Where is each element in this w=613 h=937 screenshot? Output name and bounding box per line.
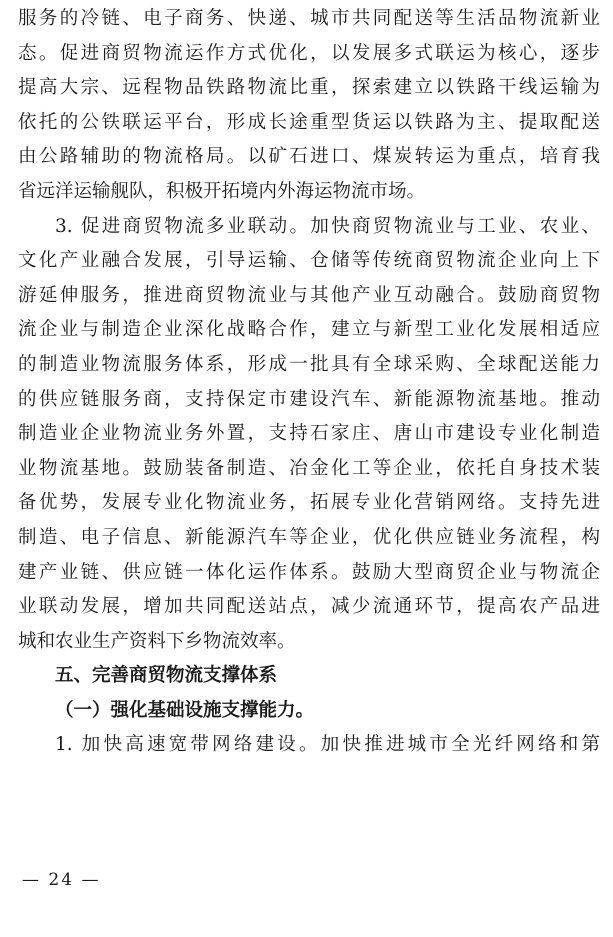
text-line: 建产业链、供应链一体化运作体系。鼓励大型商贸企业与物流企: [18, 561, 600, 583]
text-line: 服务的冷链、电子商务、快递、城市共同配送等生活品物流新业: [18, 8, 600, 29]
text-line: 游延伸服务，推进商贸物流业与其他产业互动融合。鼓励商贸物: [18, 284, 600, 306]
text-line: 提高大宗、远程物品铁路物流比重，探索建立以铁路干线运输为: [18, 77, 600, 99]
paragraph-lines: [18, 2, 600, 763]
text-line: 制造业企业物流业务外置，支持石家庄、唐山市建设专业化制造: [18, 423, 600, 445]
text-line: 备优势，发展专业化物流业务，拓展专业化营销网络。支持先进: [18, 492, 600, 514]
document-body: [18, 2, 600, 763]
text-line: 省远洋运输舰队，积极开拓境内外海运物流市场。: [18, 180, 426, 202]
text-line: 文化产业融合发展，引导运输、仓储等传统商贸物流企业向上下: [18, 250, 600, 272]
text-line: 的供应链服务商，支持保定市建设汽车、新能源物流基地。推动: [18, 388, 600, 410]
text-line: 流企业与制造企业深化战略合作，建立与新型工业化发展相适应: [18, 319, 600, 341]
text-line: 3. 促进商贸物流多业联动。加快商贸物流业与工业、农业、: [55, 215, 600, 237]
text-line: 依托的公铁联运平台，形成长途重型货运以铁路为主、提取配送: [18, 111, 600, 133]
text-line: 城和农业生产资料下乡物流效率。: [18, 630, 296, 652]
text-line: 业物流基地。鼓励装备制造、冶金化工等企业，依托自身技术装: [18, 457, 600, 479]
text-line: 由公路辅助的物流格局。以矿石进口、煤炭转运为重点，培育我: [18, 146, 600, 168]
text-line: 态。促进商贸物流运作方式优化，以发展多式联运为核心，逐步: [18, 42, 600, 64]
text-line: 制造、电子信息、新能源汽车等企业，优化供应链业务流程，构: [18, 526, 600, 548]
page-number: — 24 —: [22, 870, 101, 890]
text-line: 1. 加快高速宽带网络建设。加快推进城市全光纤网络和第: [55, 734, 600, 756]
text-line: 的制造业物流服务体系，形成一批具有全球采购、全球配送能力: [18, 353, 600, 375]
subsection-heading: （一）强化基础设施支撑能力。: [55, 699, 315, 721]
section-heading: 五、完善商贸物流支撑体系: [55, 665, 278, 687]
text-line: 业联动发展，增加共同配送站点，减少流通环节，提高农产品进: [18, 596, 600, 618]
